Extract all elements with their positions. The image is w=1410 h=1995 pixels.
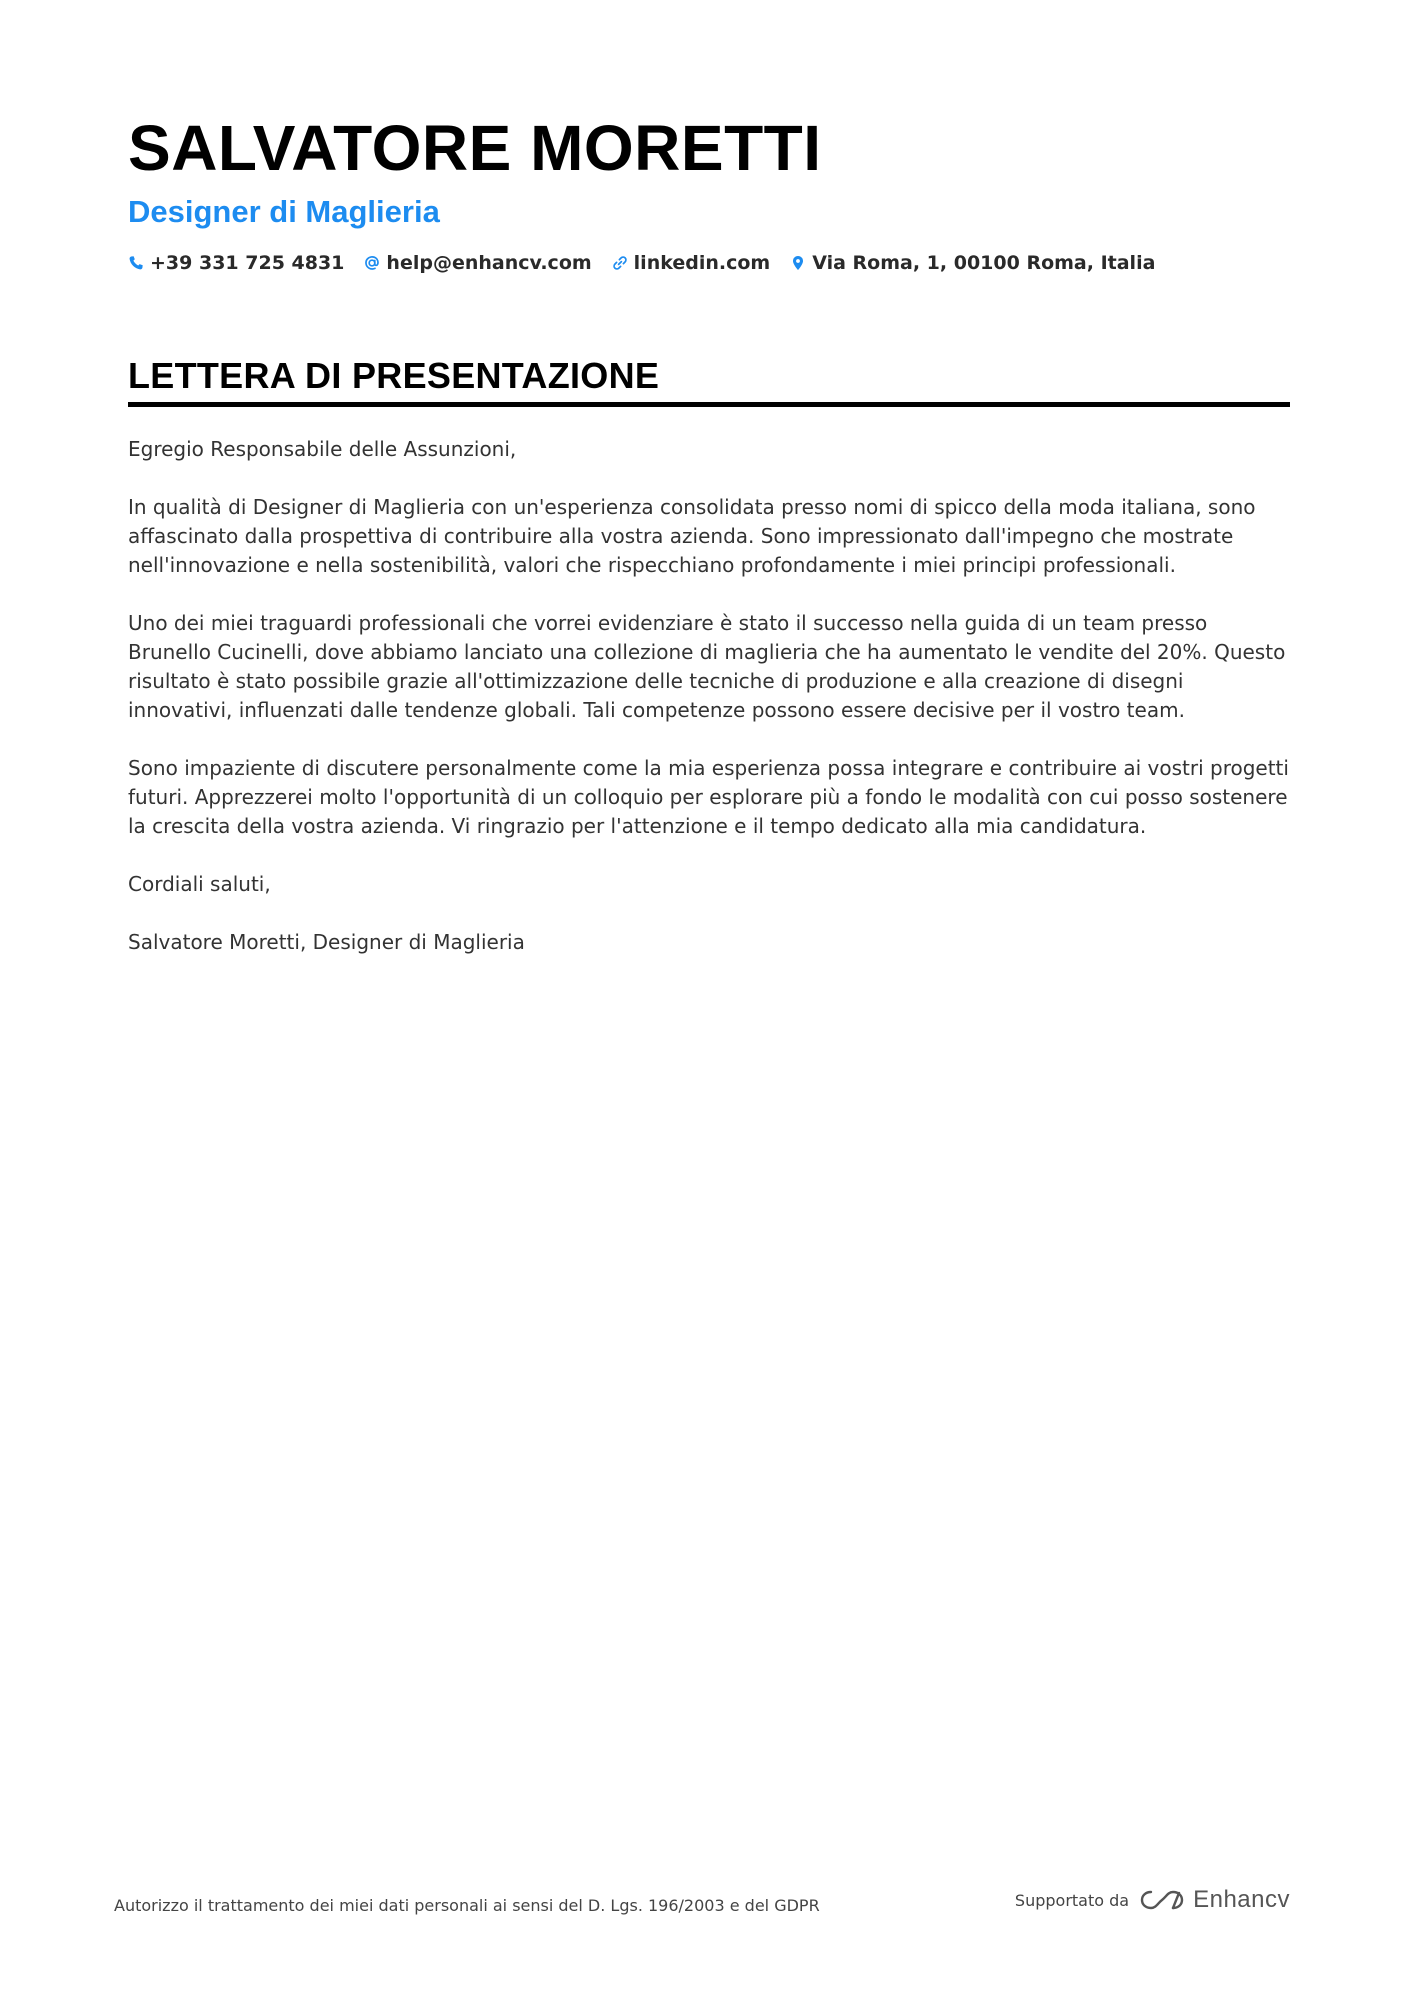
brand-logo xyxy=(1139,1886,1290,1914)
enhancv-logo-icon xyxy=(1139,1887,1185,1913)
at-icon xyxy=(364,255,380,271)
contact-email-text: help@enhancv.com xyxy=(386,252,592,274)
section-divider xyxy=(128,402,1290,407)
candidate-role: Designer di Maglieria xyxy=(128,194,440,229)
phone-icon xyxy=(128,255,144,271)
supported-by-label: Supportato da xyxy=(1014,1890,1130,1910)
contact-link-text: linkedin.com xyxy=(633,252,771,274)
candidate-name: SALVATORE MORETTI xyxy=(128,112,822,184)
contact-email xyxy=(364,252,591,274)
letter-signature: Salvatore Moretti, Designer di Maglieria xyxy=(128,930,525,954)
location-pin-icon xyxy=(790,255,806,271)
letter-body xyxy=(128,435,1290,957)
section-title: LETTERA DI PRESENTAZIONE xyxy=(128,355,660,396)
contact-address-text: Via Roma, 1, 00100 Roma, Italia xyxy=(812,252,1156,274)
link-icon xyxy=(612,255,628,271)
contact-bar xyxy=(128,252,1290,274)
contact-address xyxy=(790,252,1155,274)
contact-phone xyxy=(128,252,344,274)
letter-paragraph-1: In qualità di Designer di Maglieria con un'esperienza consolidata presso nomi di spicco della moda italiana, sono affascinato dalla prospettiva di contribuire alla vostra azienda. Sono impressionato dall'impegno che mostrate nell'innovazione e nella sostenibilità, valori che rispecchiano profondamente i miei principi professionali. xyxy=(128,495,1256,577)
cover-letter-page xyxy=(128,112,1290,986)
brand-name: Enhancv xyxy=(1193,1886,1290,1913)
contact-link xyxy=(612,252,771,274)
letter-paragraph-2: Uno dei miei traguardi professionali che vorrei evidenziare è stato il successo nella guida di un team presso Brunello Cucinelli, dove abbiamo lanciato una collezione di maglieria che ha aumentato le vendite del 20%. Questo risultato è stato possibile grazie all'ottimizzazione delle tecniche di produzione e alla creazione di disegni innovativi, influenzati dalle tendenze globali. Tali competenze possono essere decisive per il vostro team. xyxy=(128,611,1286,722)
letter-closing: Cordiali saluti, xyxy=(128,872,271,896)
privacy-consent-text: Autorizzo il trattamento dei miei dati personali ai sensi del D. Lgs. 196/2003 e del GDPR xyxy=(114,1896,820,1915)
letter-paragraph-3: Sono impaziente di discutere personalmente come la mia esperienza possa integrare e contribuire ai vostri progetti futuri. Apprezzerei molto l'opportunità di un colloquio per esplorare più a fondo le modalità con cui posso sostenere la crescita della vostra azienda. Vi ringrazio per l'attenzione e il tempo dedicato alla mia candidatura. xyxy=(128,756,1289,838)
contact-phone-text: +39 331 725 4831 xyxy=(150,252,345,274)
powered-by xyxy=(1015,1886,1290,1914)
letter-salutation: Egregio Responsabile delle Assunzioni, xyxy=(128,437,517,461)
